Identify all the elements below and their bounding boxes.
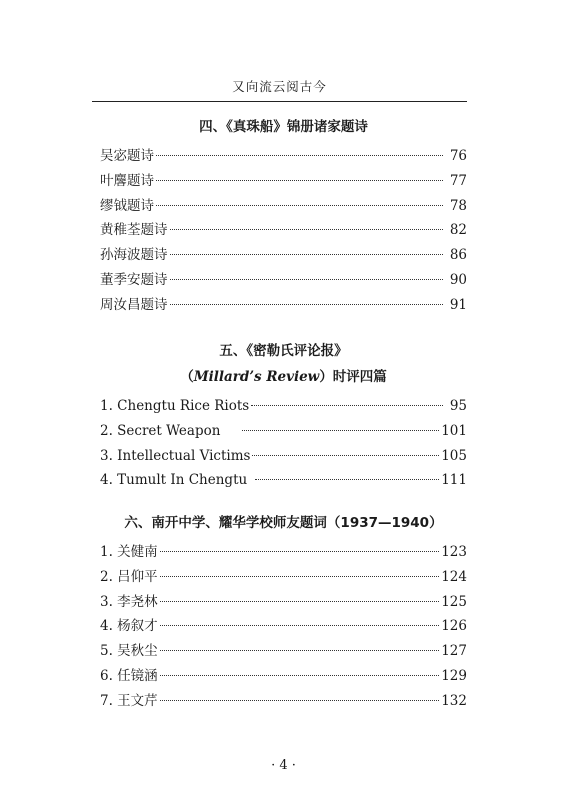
toc-entry[interactable]: [100, 639, 467, 664]
toc-entry[interactable]: [100, 444, 467, 469]
toc-entry[interactable]: [100, 144, 467, 169]
toc-entry[interactable]: [100, 468, 467, 493]
toc-entry-list: [100, 144, 467, 318]
entry-title: 5. 吴秋尘: [100, 643, 158, 660]
entry-title: 吴宓题诗: [100, 148, 154, 164]
dot-leader: [160, 675, 440, 676]
page-number: · 4 ·: [271, 758, 296, 773]
entry-title: 1. 关健南: [100, 544, 158, 560]
entry-title: 叶麐题诗: [100, 172, 154, 189]
entry-page: 78: [449, 197, 467, 214]
entry-page: 82: [449, 222, 467, 239]
dot-leader: [160, 700, 440, 701]
entry-page: 127: [441, 643, 467, 660]
entry-title: 周汝昌题诗: [100, 296, 168, 313]
dot-leader: [170, 279, 444, 280]
toc-entry[interactable]: [100, 590, 467, 615]
subtitle-italic-title: Millard’s Review: [193, 369, 320, 385]
entry-page: 126: [441, 618, 467, 635]
entry-page: 132: [441, 692, 467, 709]
toc-entry[interactable]: [100, 540, 467, 565]
running-head: 又向流云阅古今: [232, 79, 327, 94]
section-title: 五、《密勒氏评论报》: [219, 343, 348, 359]
toc-entry[interactable]: [100, 218, 467, 243]
section-title: 六、南开中学、耀华学校师友题词（1937—1940）: [124, 515, 443, 531]
entry-page: 111: [441, 472, 467, 489]
dot-leader: [160, 625, 440, 626]
entry-title: 2. 吕仰平: [100, 568, 158, 585]
entry-page: 77: [449, 172, 467, 189]
entry-title: 孙海波题诗: [100, 247, 168, 264]
entry-page: 124: [441, 568, 467, 585]
toc-entry[interactable]: [100, 689, 467, 714]
dot-leader: [160, 650, 440, 651]
dot-leader: [170, 229, 444, 230]
section-title: 四、《真珠船》锦册诸家题诗: [199, 119, 368, 135]
entry-title: 6. 任镜涵: [100, 667, 158, 684]
entry-page: 105: [441, 447, 467, 464]
entry-page: 101: [441, 422, 467, 439]
toc-entry[interactable]: [100, 664, 467, 689]
dot-leader: [242, 430, 439, 431]
entry-title: 4. Tumult In Chengtu: [100, 472, 248, 489]
entry-title: 董季安题诗: [100, 271, 168, 288]
entry-title: 4. 杨叙才: [100, 618, 158, 635]
toc-section-4: [100, 117, 467, 318]
toc-entry[interactable]: [100, 394, 467, 419]
entry-title: 1. Chengtu Rice Riots: [100, 398, 250, 414]
dot-leader: [160, 551, 440, 552]
dot-leader: [252, 455, 439, 456]
toc-section-6: [100, 513, 467, 714]
dot-leader: [160, 576, 440, 577]
entry-title: 3. 李尧林: [100, 593, 158, 610]
toc-entry-list: [100, 394, 467, 493]
section-subtitle: [100, 367, 467, 387]
toc-entry[interactable]: [100, 614, 467, 639]
toc-entry[interactable]: [100, 169, 467, 194]
dot-leader: [156, 155, 443, 156]
entry-title: 7. 王文芹: [100, 692, 158, 709]
entry-page: 91: [449, 296, 467, 313]
dot-leader: [156, 205, 443, 206]
dot-leader: [170, 304, 444, 305]
entry-title: 3. Intellectual Victims: [100, 447, 251, 464]
dot-leader: [255, 479, 439, 480]
dot-leader: [251, 405, 443, 406]
entry-title: 黄稚荃题诗: [100, 222, 168, 239]
toc-entry[interactable]: [100, 565, 467, 590]
toc-entry[interactable]: [100, 243, 467, 268]
entry-page: 129: [441, 667, 467, 684]
entry-page: 95: [449, 398, 467, 414]
entry-page: 123: [441, 544, 467, 560]
entry-page: 76: [449, 148, 467, 164]
toc-section-5: [100, 341, 467, 493]
entry-title: 缪钺题诗: [100, 197, 154, 214]
dot-leader: [156, 180, 443, 181]
dot-leader: [160, 601, 440, 602]
entry-page: 90: [449, 271, 467, 288]
toc-entry[interactable]: [100, 293, 467, 318]
subtitle-open-paren: （: [180, 369, 194, 385]
entry-page: 86: [449, 247, 467, 264]
toc-entry[interactable]: [100, 268, 467, 293]
dot-leader: [170, 254, 444, 255]
entry-title: 2. Secret Weapon: [100, 422, 221, 439]
header-rule: [92, 101, 467, 102]
toc-entry[interactable]: [100, 194, 467, 219]
entry-page: 125: [441, 593, 467, 610]
toc-entry-list: [100, 540, 467, 714]
subtitle-suffix: ）时评四篇: [319, 369, 387, 385]
toc-entry[interactable]: [100, 419, 467, 444]
